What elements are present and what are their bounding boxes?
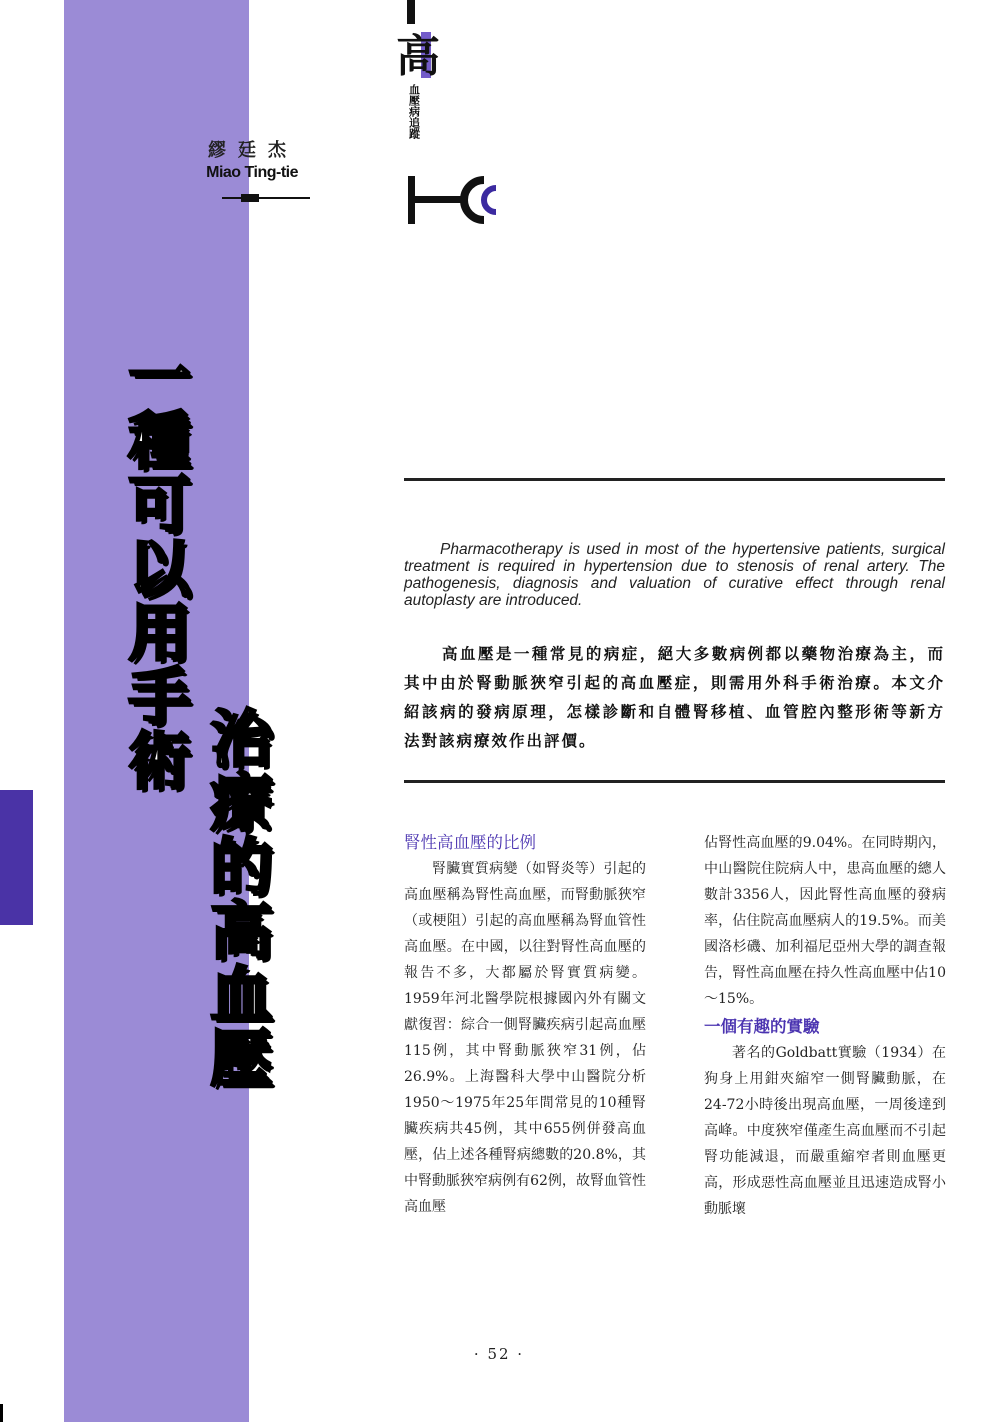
- chinese-abstract: 高血壓是一種常見的病症，絕大多數病例都以藥物治療為主，而其中由於腎動脈狹窄引起的高血壓症，則需用外科手術治療。本文介紹該病的發病原理，怎樣診斷和自體腎移植、血管腔內整形術等新方法對該病療效作出評價。: [404, 644, 945, 750]
- page-edge-tab: [0, 790, 33, 925]
- body-column-right: [704, 830, 946, 1222]
- section-heading-renal-ratio: 腎性高血壓的比例: [404, 833, 536, 852]
- author-name-english: Miao Ting-tie: [206, 164, 298, 181]
- column-logo-character: 高: [396, 31, 440, 82]
- english-abstract: Pharmacotherapy is used in most of the hypertensive patients, surgical treatment is required in hypertension due to stenosis of renal artery. The pathogenesis, diagnosis and valuation of curative effect through renal autoplasty are introduced.: [404, 540, 945, 609]
- body-paragraph-experiment: 著名的Goldbatt實驗（1934）在狗身上用鉗夾縮窄一側腎臟動脈，在24-72小時後出現高血壓，一周後達到高峰。中度狹窄僅產生高血壓而不引起腎功能減退，而嚴重縮窄者則血壓更高，形成惡性高血壓並且迅速造成腎小動脈壞: [704, 1045, 946, 1217]
- column-title: 血壓病追蹤: [407, 84, 421, 139]
- article-title-line-2: 治療的高血壓: [200, 706, 273, 1090]
- page-number: · 52 ·: [473, 1345, 525, 1363]
- author-name-chinese: 繆廷杰: [208, 140, 298, 161]
- logo-top-bar: [407, 0, 415, 24]
- hc-logo-icon: [406, 176, 516, 224]
- abstract-top-rule: [404, 478, 945, 481]
- section-heading-experiment: 一個有趣的實驗: [704, 1017, 820, 1036]
- body-paragraph: 腎臟實質病變（如腎炎等）引起的高血壓稱為腎性高血壓，而腎動脈狹窄（或梗阻）引起的高血壓稱為腎血管性高血壓。在中國，以往對腎性高血壓的報告不多，大都屬於腎實質病變。1959年河北醫學院根據國內外有關文獻復習：綜合一側腎臟疾病引起高血壓115例，其中腎動脈狹窄31例，佔26.9%。上海醫科大學中山醫院分析1950～1975年25年間常見的10種腎臟疾病共45例，其中655例併發高血壓，佔上述各種腎病總數的20.8%，其中腎動脈狹窄病例有62例，故腎血管性高血壓: [404, 861, 646, 1215]
- abstract-bottom-rule: [404, 780, 945, 783]
- body-column-left: [404, 830, 646, 1220]
- author-divider-block: [241, 194, 259, 202]
- body-paragraph-continued: 佔腎性高血壓的9.04%。在同時期內，中山醫院住院病人中，患高血壓的總人數計3356人，因此腎性高血壓的發病率，佔住院高血壓病人的19.5%。而美國洛杉磯、加利福尼亞州大學的調查報告，腎性高血壓在持久性高血壓中佔10～15%。: [704, 835, 946, 1007]
- author-divider: [222, 197, 310, 199]
- article-title-line-1: 一種可以用手術: [118, 344, 191, 792]
- crop-mark: [0, 1404, 3, 1422]
